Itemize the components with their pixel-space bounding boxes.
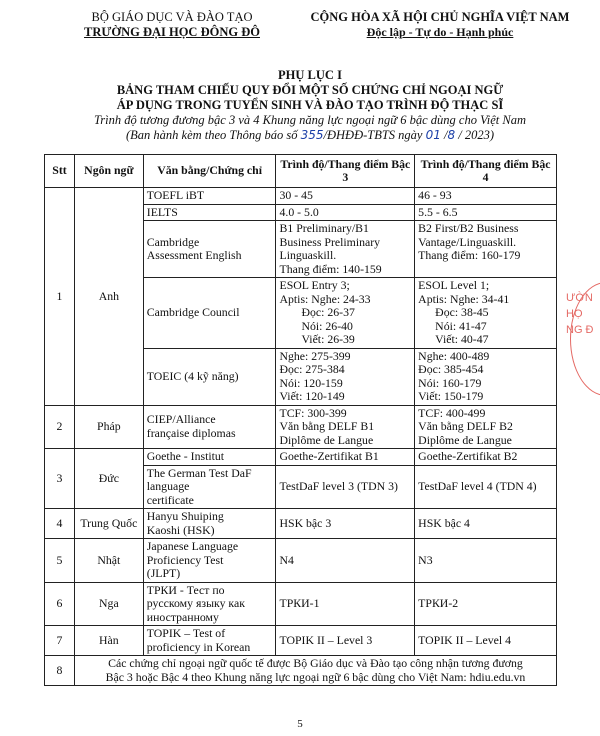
- stt-cell: 6: [45, 582, 75, 626]
- national-motto: Độc lập - Tự do - Hạnh phúc: [366, 25, 514, 39]
- cert-cell: Goethe - Institut: [143, 449, 276, 466]
- cert-cell: Japanese Language Proficiency Test (JLPT): [143, 539, 276, 583]
- level4-cell: ESOL Level 1; Aptis: Nghe: 34-41 Đọc: 38-45 Nói: 41-47 Viết: 40-47: [415, 278, 557, 349]
- table-row: [45, 582, 557, 626]
- level4-cell: HSK bậc 4: [415, 509, 557, 539]
- level3-cell: B1 Preliminary/B1 Business Preliminary Linguaskill. Thang điểm: 140-159: [276, 221, 415, 278]
- cert-cell: CIEP/Alliance française diplomas: [143, 405, 276, 449]
- university-name: TRƯỜNG ĐẠI HỌC ĐÔNG ĐÔ: [84, 25, 260, 39]
- language-cell: Trung Quốc: [74, 509, 143, 539]
- level3-cell: ТРКИ-1: [276, 582, 415, 626]
- level4-cell: Nghe: 400-489 Đọc: 385-454 Nói: 160-179 Viết: 150-179: [415, 348, 557, 405]
- national-header: [290, 10, 590, 40]
- level4-cell: 46 - 93: [415, 188, 557, 205]
- table-row: [45, 405, 557, 449]
- level4-cell: N3: [415, 539, 557, 583]
- cert-cell: Cambridge Assessment English: [143, 221, 276, 278]
- stt-cell: 1: [45, 188, 75, 406]
- language-cell: Đức: [74, 449, 143, 509]
- cert-cell: IELTS: [143, 204, 276, 221]
- header-level3: Trình độ/Thang điểm Bậc 3: [276, 155, 415, 188]
- level4-cell: TCF: 400-499 Văn bằng DELF B2 Diplôme de Langue: [415, 405, 557, 449]
- level3-cell: ESOL Entry 3; Aptis: Nghe: 24-33 Đọc: 26-37 Nói: 26-40 Viết: 26-39: [276, 278, 415, 349]
- level3-cell: N4: [276, 539, 415, 583]
- stt-cell: 2: [45, 405, 75, 449]
- cert-cell: The German Test DaF language certificate: [143, 465, 276, 509]
- certificate-conversion-table: [44, 154, 557, 686]
- table-row: [45, 188, 557, 205]
- table-row: [45, 656, 557, 686]
- appendix-label: PHỤ LỤC I: [278, 68, 342, 82]
- republic-name: CỘNG HÒA XÃ HỘI CHỦ NGHĨA VIỆT NAM: [310, 10, 570, 24]
- month-handwritten: 8: [447, 128, 456, 142]
- level4-cell: TestDaF level 4 (TDN 4): [415, 465, 557, 509]
- table-row: [45, 449, 557, 466]
- header-level4: Trình độ/Thang điểm Bậc 4: [415, 155, 557, 188]
- cert-cell: TOEIC (4 kỹ năng): [143, 348, 276, 405]
- language-cell: Anh: [74, 188, 143, 406]
- level3-cell: 4.0 - 5.0: [276, 204, 415, 221]
- cert-cell: TOEFL iBT: [143, 188, 276, 205]
- level3-cell: HSK bậc 3: [276, 509, 415, 539]
- language-cell: Pháp: [74, 405, 143, 449]
- header-certificate: Văn bằng/Chứng chỉ: [143, 155, 276, 188]
- cert-cell: Cambridge Council: [143, 278, 276, 349]
- level4-cell: B2 First/B2 Business Vantage/Linguaskill. Thang điểm: 160-179: [415, 221, 557, 278]
- language-cell: Hàn: [74, 626, 143, 656]
- level4-cell: ТРКИ-2: [415, 582, 557, 626]
- page-number: 5: [297, 718, 303, 730]
- level3-cell: Nghe: 275-399 Đọc: 275-384 Nói: 120-159 Viết: 120-149: [276, 348, 415, 405]
- level3-cell: TestDaF level 3 (TDN 3): [276, 465, 415, 509]
- day-handwritten: 01: [425, 128, 441, 142]
- cert-cell: TOPIK – Test of proficiency in Korean: [143, 626, 276, 656]
- language-cell: Nhật: [74, 539, 143, 583]
- header-stt: Stt: [45, 155, 75, 188]
- stt-cell: 5: [45, 539, 75, 583]
- stt-cell: 7: [45, 626, 75, 656]
- level3-cell: Goethe-Zertifikat B1: [276, 449, 415, 466]
- level3-cell: TOPIK II – Level 3: [276, 626, 415, 656]
- ministry-name: BỘ GIÁO DỤC VÀ ĐÀO TẠO: [91, 10, 253, 24]
- cert-cell: Hanyu Shuiping Kaoshi (HSK): [143, 509, 276, 539]
- doc-number-handwritten: 355: [300, 128, 324, 142]
- issuer-header: [62, 10, 282, 40]
- note-cell: Các chứng chỉ ngoại ngữ quốc tế được Bộ Giáo dục và Đào tạo công nhận tương đương Bậc 3 hoặc Bậc 4 theo Khung năng lực ngoại ngữ 6 bậc dùng cho Việt Nam: hdiu.edu.vn: [74, 656, 556, 686]
- table-header-row: [45, 155, 557, 188]
- level4-cell: TOPIK II – Level 4: [415, 626, 557, 656]
- stt-cell: 3: [45, 449, 75, 509]
- subtitle: Trình độ tương đương bậc 3 và 4 Khung năng lực ngoại ngữ 6 bậc dùng cho Việt Nam: [93, 113, 527, 127]
- red-seal-stamp: ƯỜN HỌ NG Đ: [566, 290, 600, 390]
- title-line-2: ÁP DỤNG TRONG TUYỂN SINH VÀ ĐÀO TẠO TRÌNH ĐỘ THẠC SĨ: [116, 98, 504, 112]
- level3-cell: 30 - 45: [276, 188, 415, 205]
- table-row: [45, 539, 557, 583]
- language-cell: Nga: [74, 582, 143, 626]
- document-title-block: [40, 68, 580, 143]
- level3-cell: TCF: 300-399 Văn bằng DELF B1 Diplôme de Langue: [276, 405, 415, 449]
- header-language: Ngôn ngữ: [74, 155, 143, 188]
- level4-cell: 5.5 - 6.5: [415, 204, 557, 221]
- table-row: [45, 626, 557, 656]
- level4-cell: Goethe-Zertifikat B2: [415, 449, 557, 466]
- issuance-note: (Ban hành kèm theo Thông báo số 355/ĐHĐĐ-TBTS ngày 01 /8 / 2023): [125, 128, 495, 142]
- cert-cell: ТРКИ - Тест по русскому языку как иностранному: [143, 582, 276, 626]
- stt-cell: 8: [45, 656, 75, 686]
- title-line-1: BẢNG THAM CHIẾU QUY ĐỔI MỘT SỐ CHỨNG CHỈ NGOẠI NGỮ: [116, 83, 504, 97]
- stt-cell: 4: [45, 509, 75, 539]
- table-row: [45, 509, 557, 539]
